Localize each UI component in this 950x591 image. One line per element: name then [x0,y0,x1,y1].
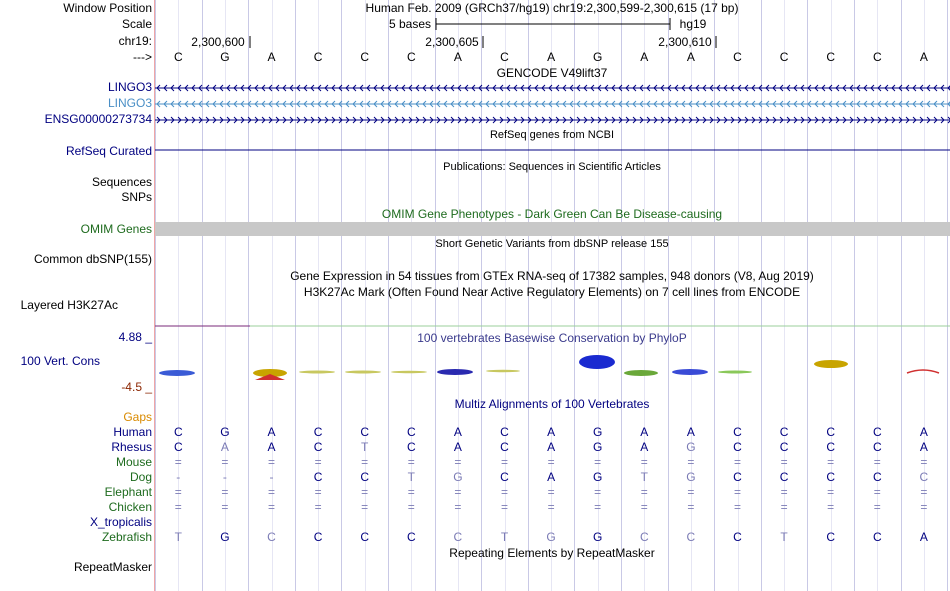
species-label[interactable]: Elephant [104,485,152,499]
phylop-conservation-logo[interactable] [155,350,950,390]
window-position-label: Window Position [63,1,152,15]
alignment-base: = [314,485,322,499]
alignment-base: = [361,455,369,469]
alignment-base: = [687,500,695,514]
species-label[interactable]: Chicken [108,500,152,514]
alignment-base: = [500,485,509,499]
alignment-base: C [733,470,742,484]
alignment-base: = [314,500,322,514]
alignment-base: A [547,470,556,484]
alignment-base: = [221,455,229,469]
alignment-base: C [733,425,742,439]
multiz-track-title: Multiz Alignments of 100 Vertebrates [454,397,650,411]
strand-arrow-label: ---> [133,50,152,64]
repeatmasker-track-label[interactable]: RepeatMasker [73,560,152,574]
alignment-base: A [919,425,928,439]
logo-glyph [624,370,658,376]
alignment-base: = [687,485,695,499]
alignment-base: C [313,440,323,454]
alignment-base: = [733,485,742,499]
dbsnp-track-label[interactable]: Common dbSNP(155) [33,252,152,266]
publications-sequences-label[interactable]: Sequences [91,175,152,189]
alignment-base: C [406,530,416,544]
alignment-base: = [547,485,555,499]
refseq-track-label[interactable]: RefSeq Curated [65,144,152,158]
alignment-base: C [360,425,370,439]
phylop-track-label[interactable]: 100 Vert. Cons [20,354,100,368]
alignment-base: A [267,425,276,439]
alignment-base: A [220,440,229,454]
scale-label: Scale [121,17,152,31]
gencode-item-label[interactable]: ENSG00000273734 [44,112,152,126]
logo-glyph [345,371,381,374]
alignment-base: C [639,530,649,544]
alignment-base: G [593,425,603,439]
ruler-tick-label: 2,300,605 [425,35,479,49]
logo-glyph [391,371,427,373]
track-label-column [0,0,155,591]
logo-glyph [486,370,520,372]
reference-base: C [872,50,882,64]
species-label[interactable]: Human [113,425,152,439]
alignment-base: T [174,530,182,544]
alignment-base: C [733,530,742,544]
alignment-base: T [361,440,369,454]
alignment-base: = [594,455,602,469]
alignment-base: T [780,530,788,544]
reference-base: A [267,50,276,64]
alignment-base: = [407,485,415,499]
gene-feature-ensg00000273734 [155,117,950,123]
alignment-base: = [221,500,229,514]
alignment-base: C [313,425,323,439]
window-position-value: Human Feb. 2009 (GRCh37/hg19) chr19:2,300,599-2,300,615 (17 bp) [365,1,739,15]
alignment-base: G [686,440,696,454]
logo-glyph [814,360,848,368]
alignment-base: G [453,470,463,484]
alignment-base: = [500,455,509,469]
logo-glyph [672,369,708,375]
alignment-base: = [407,455,415,469]
reference-base: C [360,50,370,64]
reference-base: A [686,50,695,64]
alignment-base: = [733,500,742,514]
alignment-base: = [454,455,462,469]
reference-base: G [593,50,603,64]
alignment-base: = [687,455,695,469]
alignment-base: = [454,500,462,514]
alignment-base: = [174,455,182,469]
alignment-base: = [267,500,276,514]
alignment-base: = [780,455,788,469]
reference-base: A [453,50,462,64]
alignment-base: = [407,500,415,514]
logo-glyph [718,371,752,374]
publications-snps-label[interactable]: SNPs [121,190,152,204]
alignment-base: C [313,470,323,484]
alignment-base: = [920,485,928,499]
alignment-base: = [640,455,648,469]
phylop-min-label: -4.5 _ [121,380,152,394]
alignment-base: C [826,440,836,454]
logo-glyph [159,370,195,376]
logo-glyph [907,370,939,373]
alignment-base: A [640,440,649,454]
alignment-base: G [546,530,556,544]
alignment-base: A [453,440,462,454]
reference-base: C [779,50,789,64]
reference-base: C [173,50,183,64]
reference-base: C [826,50,836,64]
alignment-base: = [733,455,742,469]
alignment-base: C [872,425,882,439]
alignment-base: C [313,530,323,544]
alignment-base: C [173,440,183,454]
gene-feature-lingo3 [155,85,950,91]
gene-feature-lingo3-alt [155,101,950,107]
gencode-track-title: GENCODE V49lift37 [496,66,608,80]
alignment-base: = [314,455,322,469]
gencode-item-label[interactable]: LINGO3 [107,80,152,94]
alignment-base: C [826,530,836,544]
alignment-base: G [220,530,230,544]
alignment-base: = [920,500,928,514]
alignment-base: T [500,530,509,544]
alignment-base: = [500,500,509,514]
alignment-base: = [547,455,555,469]
alignment-base: = [361,500,369,514]
alignment-base: C [779,440,789,454]
chrom-label: chr19: [118,34,152,48]
alignment-base: C [360,530,370,544]
omim-feature-bar[interactable] [155,222,950,236]
species-label[interactable]: Rhesus [111,440,152,454]
ruler-tick-label: 2,300,600 [191,35,245,49]
gaps-label: Gaps [123,410,152,424]
alignment-base: A [547,440,556,454]
reference-base: C [733,50,742,64]
alignment-base: = [827,500,835,514]
alignment-base: = [594,500,602,514]
reference-base: C [500,50,509,64]
repeatmasker-track-title: Repeating Elements by RepeatMasker [449,546,655,560]
alignment-base: G [593,440,603,454]
alignment-base: C [500,425,509,439]
alignment-base: C [872,470,882,484]
publications-track-title: Publications: Sequences in Scientific Articles [443,161,661,173]
scale-value: 5 bases [388,17,432,31]
scale-assembly: hg19 [679,17,707,31]
alignment-base: C [826,470,836,484]
alignment-base: C [267,530,276,544]
alignment-base: = [640,500,648,514]
alignment-base: - [176,470,181,484]
alignment-base: C [453,530,463,544]
reference-base: A [640,50,649,64]
alignment-base: C [733,440,742,454]
refseq-gene-feature[interactable] [155,144,950,156]
h3k27ac-track-label[interactable]: Layered H3K27Ac [20,298,118,312]
alignment-base: C [872,530,882,544]
alignment-base: = [640,485,648,499]
phylop-max-label: 4.88 _ [118,330,152,344]
species-label[interactable]: X_tropicalis [89,515,152,529]
alignment-base: = [873,485,881,499]
h3k27ac-signal[interactable] [155,322,950,330]
alignment-base: C [173,425,183,439]
gtex-track-title: Gene Expression in 54 tissues from GTEx RNA-seq of 17382 samples, 948 donors (V8, Aug 2019) [290,269,814,283]
reference-base: A [547,50,556,64]
alignment-base: A [640,425,649,439]
gencode-item-label[interactable]: LINGO3 [107,96,152,110]
alignment-base: A [267,440,276,454]
logo-glyph [437,369,473,375]
alignment-base: A [919,530,928,544]
alignment-base: C [500,470,509,484]
alignment-base: = [174,500,182,514]
alignment-base: = [267,485,276,499]
alignment-base: G [593,530,603,544]
logo-glyph [579,355,615,369]
refseq-track-title: RefSeq genes from NCBI [489,129,615,141]
alignment-base: C [500,440,509,454]
alignment-base: C [686,530,696,544]
alignment-base: G [593,470,603,484]
alignment-base: C [779,470,789,484]
alignment-base: = [873,455,881,469]
alignment-base: = [221,485,229,499]
alignment-base: C [779,425,789,439]
alignment-base: = [361,485,369,499]
omim-track-title: OMIM Gene Phenotypes - Dark Green Can Be Disease-causing [381,207,723,221]
alignment-base: = [454,485,462,499]
alignment-base: C [919,470,929,484]
alignment-base: - [222,470,227,484]
species-label[interactable]: Dog [129,470,152,484]
alignment-base: = [920,455,928,469]
reference-base: C [313,50,323,64]
alignment-base: - [269,470,274,484]
reference-base: G [220,50,230,64]
species-label[interactable]: Zebrafish [101,530,152,544]
h3k27ac-track-title: H3K27Ac Mark (Often Found Near Active Regulatory Elements) on 7 cell lines from ENCODE [303,285,801,299]
alignment-base: = [547,500,555,514]
alignment-base: T [407,470,415,484]
alignment-base: C [826,425,836,439]
alignment-base: = [873,500,881,514]
alignment-base: G [686,470,696,484]
alignment-base: = [780,485,788,499]
dbsnp-track-title: Short Genetic Variants from dbSNP release 155 [435,238,669,250]
alignment-base: = [827,455,835,469]
alignment-base: = [827,485,835,499]
alignment-base: A [919,440,928,454]
ruler-tick-label: 2,300,610 [658,35,712,49]
alignment-base: = [174,485,182,499]
species-label[interactable]: Mouse [115,455,152,469]
omim-track-label[interactable]: OMIM Genes [80,222,152,236]
phylop-track-title: 100 vertebrates Basewise Conservation by PhyloP [417,331,687,345]
alignment-base: G [220,425,230,439]
alignment-base: C [360,470,370,484]
alignment-base: A [453,425,462,439]
alignment-base: C [406,425,416,439]
alignment-base: = [594,485,602,499]
gencode-gene-features[interactable] [155,82,950,124]
alignment-base: A [547,425,556,439]
reference-base: C [406,50,416,64]
reference-base: A [919,50,928,64]
logo-glyph [299,371,335,374]
alignment-base: = [267,455,276,469]
alignment-base: C [872,440,882,454]
alignment-base: C [406,440,416,454]
alignment-base: T [640,470,648,484]
alignment-base: A [686,425,695,439]
alignment-base: = [780,500,788,514]
